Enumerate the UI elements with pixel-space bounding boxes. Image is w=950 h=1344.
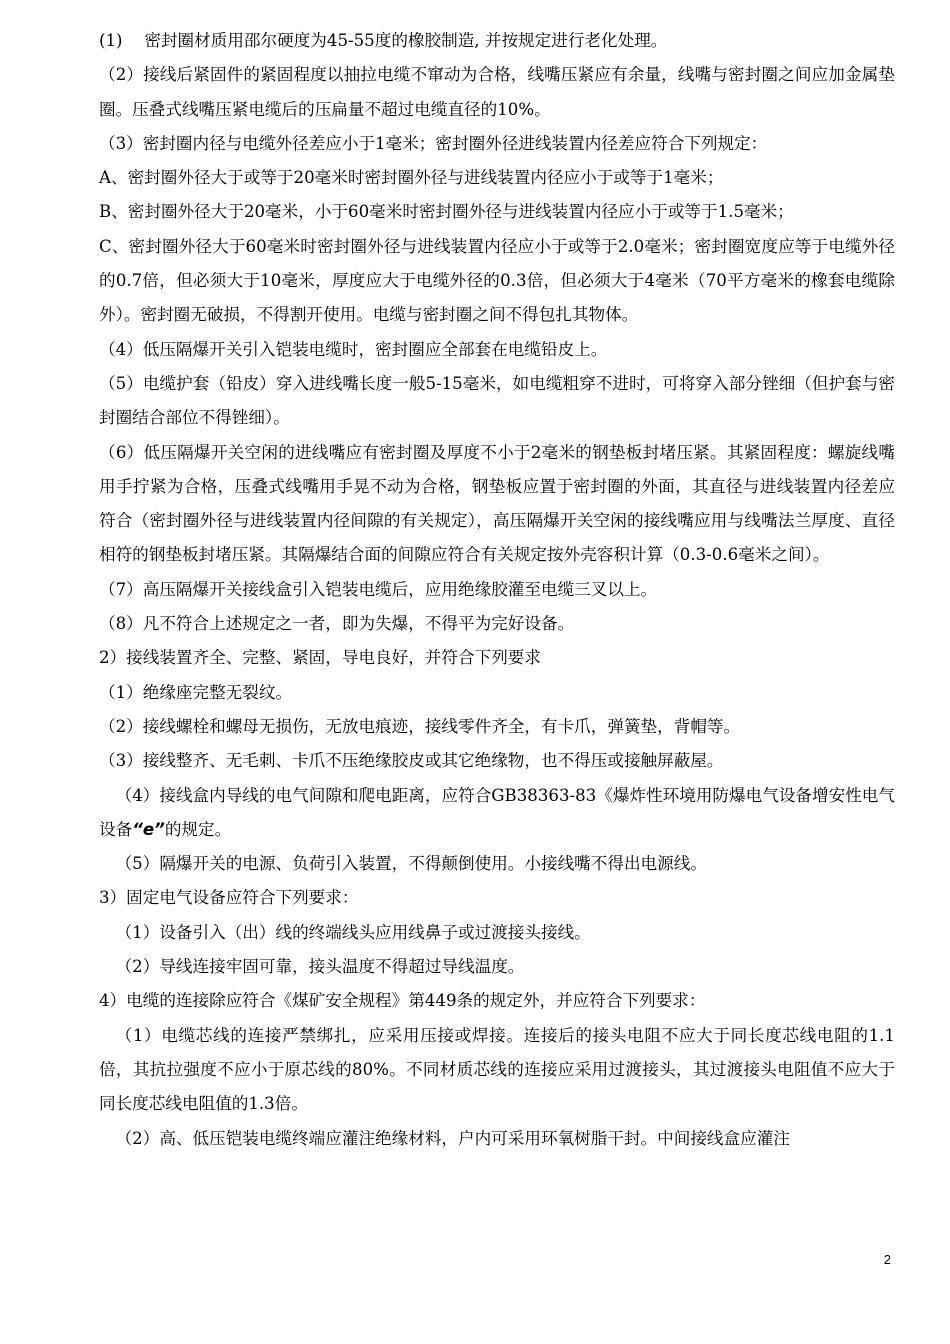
increased-safety-symbol: “e” (132, 819, 165, 839)
paragraph-hv-junction-box: （7）高压隔爆开关接线盒引入铠装电缆后，应用绝缘胶灌至电缆三叉以上。 (99, 579, 658, 599)
paragraph-terminal-bolts: （2）接线螺栓和螺母无损伤，无放电痕迹，接线零件齐全，有卡爪，弹簧垫，背帽等。 (99, 716, 741, 736)
section-heading-fixed-equipment: 3）固定电气设备应符合下列要求： (99, 888, 359, 908)
paragraph-sheath-insertion: （5）电缆护套（铅皮）穿入进线嘴长度一般5-15毫米，如电缆粗穿不进时，可将穿入部分锉细（但护套与密封圈结合部位不得锉细）。 (99, 373, 895, 428)
paragraph-insulating-base: （1）绝缘座完整无裂纹。 (99, 682, 293, 702)
paragraph-core-connection: （1）电缆芯线的连接严禁绑扎，应采用压接或焊接。连接后的接头电阻不应大于同长度芯线电阻的1.1倍，其抗拉强度不应小于原芯线的80%。不同材质芯线的连接应采用过渡接头，其过渡接头电阻值不应大于同长度芯线电阻值的1.3倍。 (99, 1025, 895, 1114)
section-heading-cable-connection: 4）电缆的连接除应符合《煤矿安全规程》第449条的规定外，并应符合下列要求： (99, 991, 706, 1011)
paragraph-rule-b: B、密封圈外径大于20毫米，小于60毫米时密封圈外径与进线装置内径应小于或等于1.5毫米； (99, 202, 794, 222)
paragraph-clearance-standard (99, 779, 895, 848)
paragraph-wiring-neat: （3）接线整齐、无毛刺、卡爪不压绝缘胶皮或其它绝缘物，也不得压或接触屏蔽屋。 (99, 751, 724, 771)
paragraph-lead-terminals: （1）设备引入（出）线的终端线头应用线鼻子或过渡接头接线。 (115, 922, 591, 942)
section-heading-terminal: 2）接线装置齐全、完整、紧固，导电良好，并符合下列要求 (99, 648, 541, 668)
paragraph-explosion-failure: （8）凡不符合上述规定之一者，即为失爆，不得平为完好设备。 (99, 614, 575, 634)
clearance-text-after: 的规定。 (164, 819, 232, 839)
paragraph-power-load-inlet: （5）隔爆开关的电源、负荷引入装置，不得颠倒使用。小接线嘴不得出电源线。 (115, 854, 707, 874)
paragraph-idle-inlet: （6）低压隔爆开关空闲的进线嘴应有密封圈及厚度不小于2毫米的钢垫板封堵压紧。其紧固程度：螺旋线嘴用手拧紧为合格，压叠式线嘴用手晃不动为合格，钢垫板应置于密封圈的外面，其直径与进线装置内径差应符合（密封圈外径与进线装置内径间隙的有关规定），高压隔爆开关空闲的接线嘴应用与线嘴法兰厚度、直径相符的钢垫板封堵压紧。其隔爆结合面的间隙应符合有关规定按外壳容积计算（0.3-0.6毫米之间）。 (99, 442, 895, 565)
paragraph-armored-cable: （4）低压隔爆开关引入铠装电缆时，密封圈应全部套在电缆铅皮上。 (99, 339, 608, 359)
clearance-text-before: （4）接线盒内导线的电气间隙和爬电距离，应符合GB38363-83《爆炸性环境用防爆电气设备增安性电气设备 (99, 785, 895, 839)
paragraph-wire-connection: （2）导线连接牢固可靠，接头温度不得超过导线温度。 (115, 957, 525, 977)
paragraph-seal-diameter: （3）密封圈内径与电缆外径差应小于1毫米；密封圈外径进线装置内径差应符合下列规定： (99, 133, 768, 153)
paragraph-fastening: （2）接线后紧固件的紧固程度以抽拉电缆不窜动为合格，线嘴压紧应有余量，线嘴与密封圈之间应加金属垫圈。压叠式线嘴压紧电缆后的压扁量不超过电缆直径的10%。 (99, 65, 895, 119)
page-number: 2 (883, 1252, 891, 1267)
document-body (99, 24, 895, 1156)
paragraph-seal-material: (1) 密封圈材质用邵尔硬度为45-55度的橡胶制造, 并按规定进行老化处理。 (99, 31, 668, 50)
paragraph-rule-a: A、密封圈外径大于或等于20毫米时密封圈外径与进线装置内径应小于或等于1毫米； (99, 168, 724, 188)
paragraph-rule-c: C、密封圈外径大于60毫米时密封圈外径与进线装置内径应小于或等于2.0毫米；密封圈宽度应等于电缆外径的0.7倍，但必须大于10毫米，厚度应大于电缆外径的0.3倍，但必须大于4毫米（70平方毫米的橡套电缆除外）。密封圈无破损，不得割开使用。电缆与密封圈之间不得包扎其物体。 (99, 236, 895, 325)
paragraph-armored-termination: （2）高、低压铠装电缆终端应灌注绝缘材料，户内可采用环氧树脂干封。中间接线盒应灌注 (115, 1128, 790, 1148)
